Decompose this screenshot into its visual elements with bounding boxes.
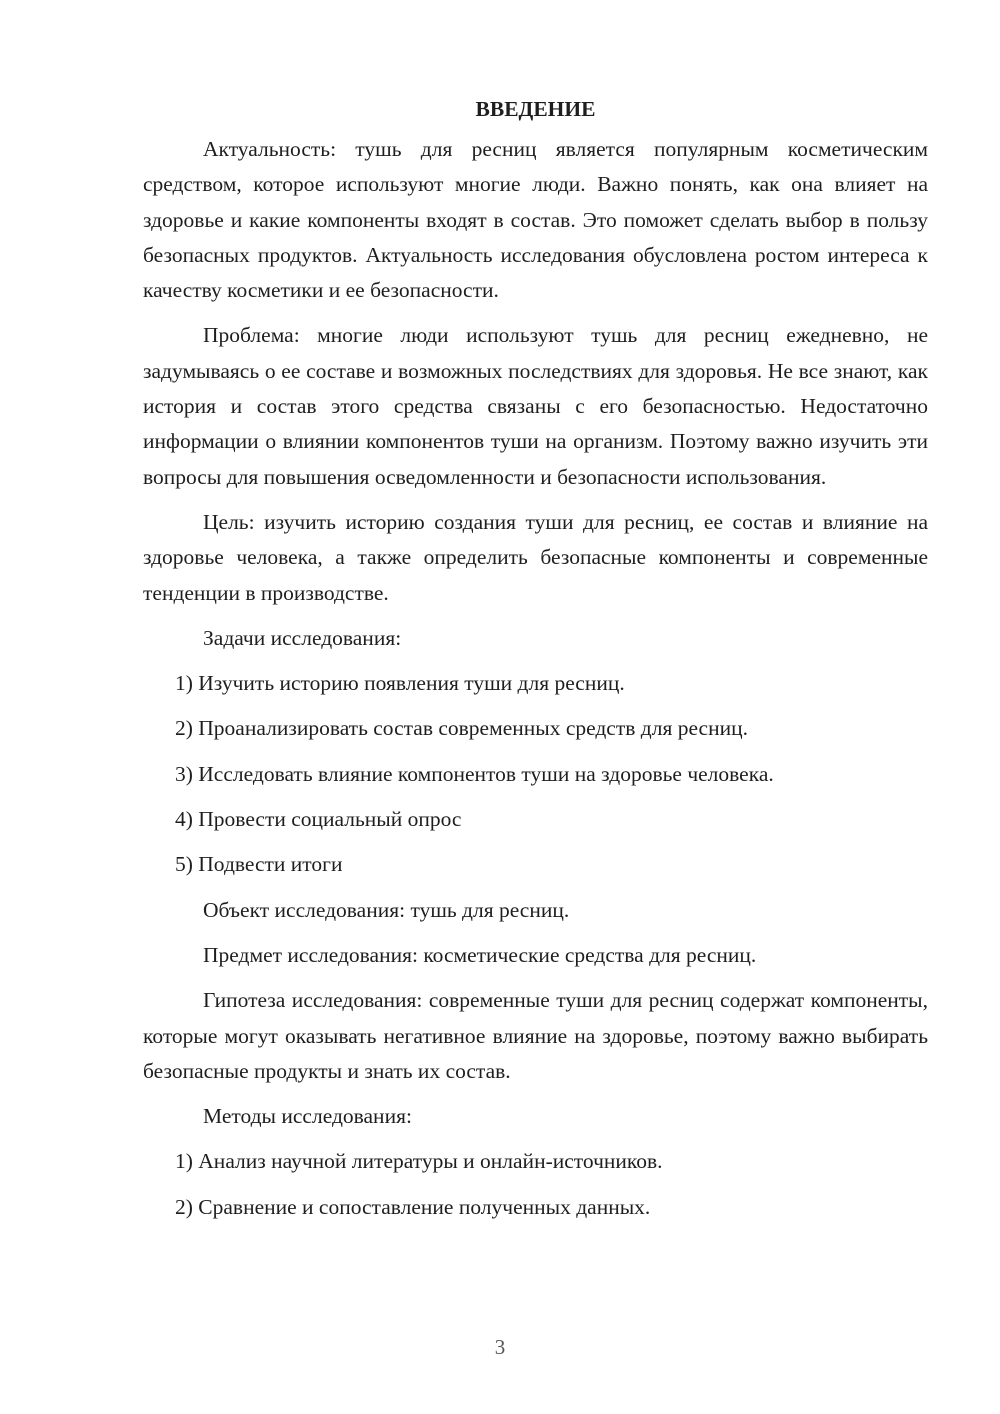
- document-page: [143, 92, 928, 1235]
- subject-line: Предмет исследования: косметические средства для ресниц.: [203, 942, 757, 967]
- method-item: 2) Сравнение и сопоставление полученных данных.: [175, 1194, 651, 1219]
- task-item: 1) Изучить историю появления туши для ресниц.: [175, 671, 625, 696]
- task-item: 2) Проанализировать состав современных средств для ресниц.: [175, 716, 748, 741]
- hypothesis-paragraph: Гипотеза исследования: современные туши для ресниц содержат компоненты, которые могут оказывать негативное влияние на здоровье, поэтому важно выбирать безопасные продукты и знать их состав.: [143, 988, 928, 1083]
- relevance-paragraph: Актуальность: тушь для ресниц является популярным косметическим средством, которое используют многие люди. Важно понять, как она влияет на здоровье и какие компоненты входят в состав. Это поможет сделать выбор в пользу безопасных продуктов. Актуальность исследования обусловлена ростом интереса к качеству косметики и ее безопасности.: [143, 137, 928, 303]
- task-item: 3) Исследовать влияние компонентов туши на здоровье человека.: [175, 761, 774, 786]
- method-item: 1) Анализ научной литературы и онлайн-источников.: [175, 1149, 663, 1174]
- problem-paragraph: Проблема: многие люди используют тушь для ресниц ежедневно, не задумываясь о ее составе и возможных последствиях для здоровья. Не все знают, как история и состав этого средства связаны с его безопасностью. Недостаточно информации о влиянии компонентов туши на организм. Поэтому важно изучить эти вопросы для повышения осведомленности и безопасности использования.: [143, 323, 928, 489]
- tasks-heading: Задачи исследования:: [203, 625, 402, 650]
- task-item: 5) Подвести итоги: [175, 852, 343, 877]
- methods-heading: Методы исследования:: [203, 1104, 412, 1129]
- page-number: 3: [494, 1335, 506, 1359]
- goal-paragraph: Цель: изучить историю создания туши для ресниц, ее состав и влияние на здоровье человека, а также определить безопасные компоненты и современные тенденции в производстве.: [143, 509, 928, 605]
- section-title: ВВЕДЕНИЕ: [475, 97, 596, 121]
- task-item: 4) Провести социальный опрос: [175, 807, 462, 832]
- object-line: Объект исследования: тушь для ресниц.: [203, 897, 570, 922]
